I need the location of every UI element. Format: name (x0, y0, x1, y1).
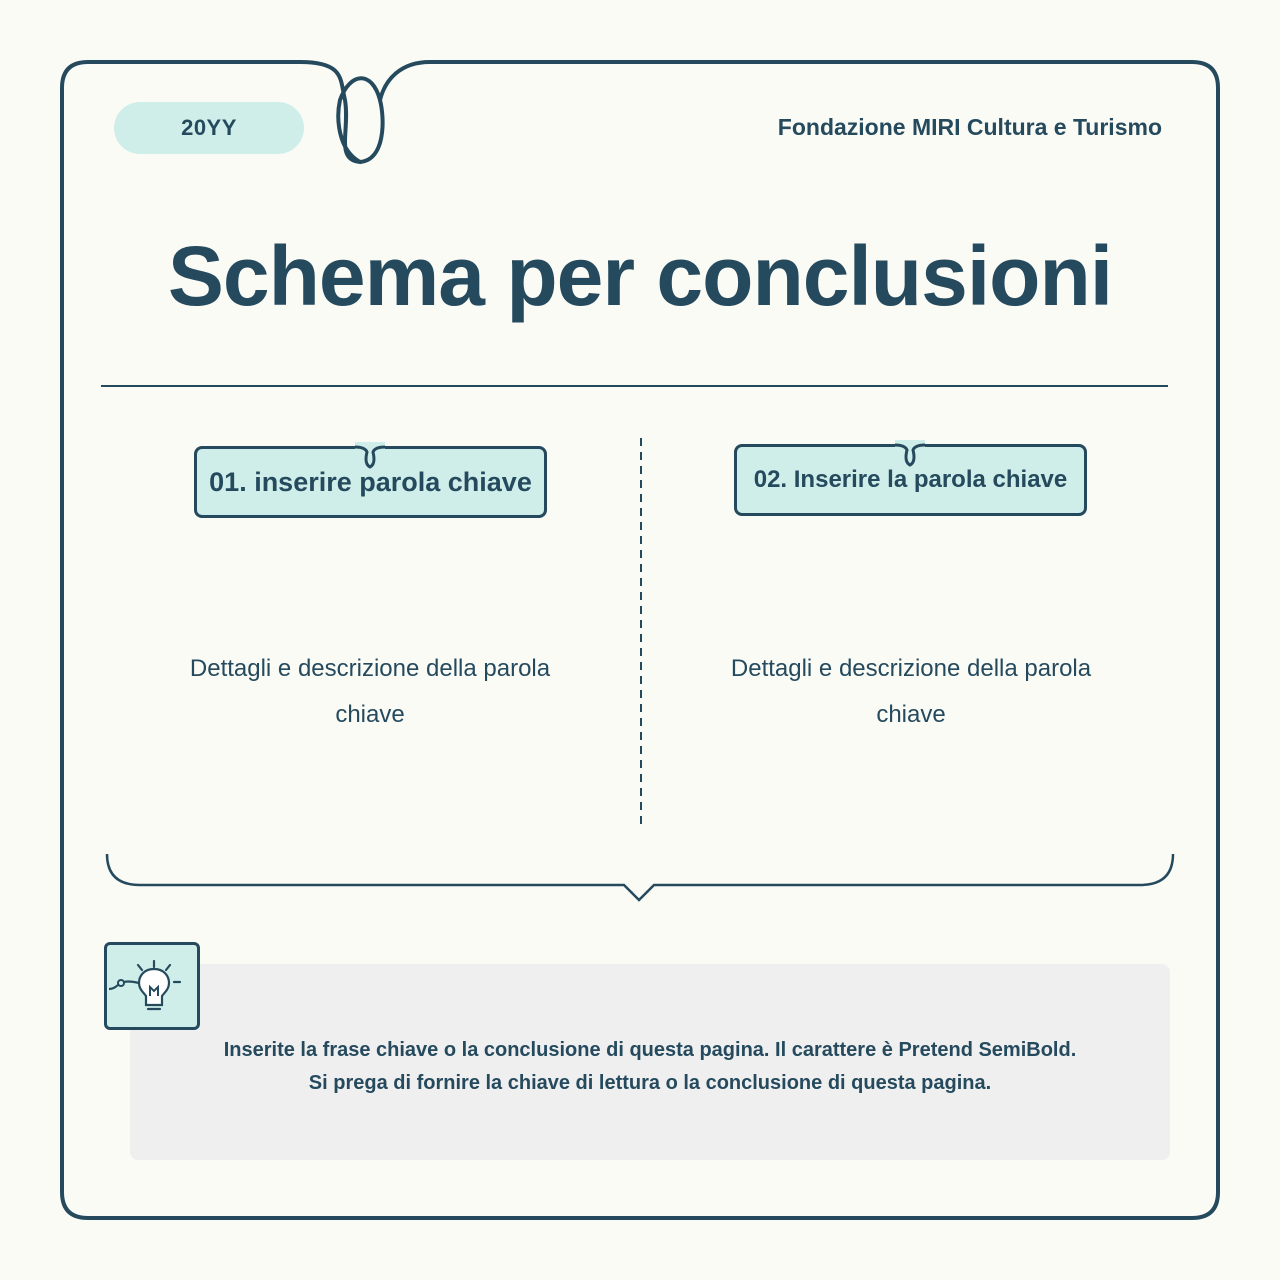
keyword-label-2: 02. Inserire la parola chiave (753, 466, 1068, 493)
keyword-label-1: 01. inserire parola chiave (209, 466, 532, 497)
page-title: Schema per conclusioni (167, 229, 1113, 323)
lightbulb-icon-box (104, 942, 200, 1030)
keyword-knot-1 (355, 442, 385, 470)
bracket-arrow (107, 854, 1173, 900)
description-2: Dettagli e descrizione della parola chiave (730, 655, 1092, 728)
organization-name: Fondazione MIRI Cultura e Turismo (777, 114, 1162, 140)
conclusion-line-1: Inserite la frase chiave o la conclusione di questa pagina. Il carattere è Pretend SemiBold. (223, 1039, 1077, 1061)
conclusion-text (130, 1034, 1170, 1100)
keyword-knot-2 (895, 440, 925, 468)
conclusion-line-2: Si prega di fornire la chiave di lettura o la conclusione di questa pagina. (308, 1072, 992, 1094)
frame-loop (300, 62, 430, 162)
description-1: Dettagli e descrizione della parola chiave (189, 655, 551, 728)
year-badge: 20YY (114, 102, 304, 154)
lightbulb-icon (107, 945, 197, 1027)
